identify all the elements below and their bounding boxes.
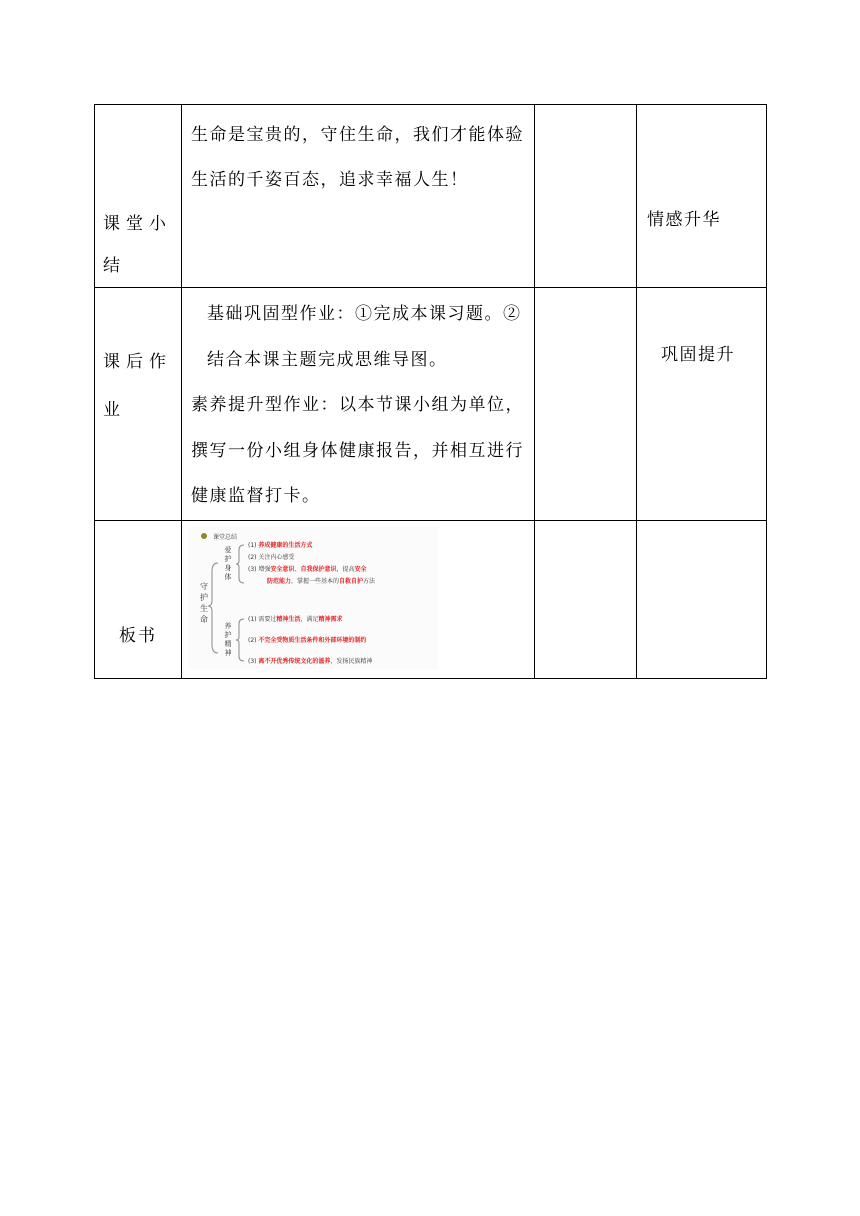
row-label: 课堂小结 xyxy=(103,214,172,276)
board-item: (2) 关注内心感受 xyxy=(248,553,295,561)
goal-text xyxy=(637,521,766,619)
homework-advanced: 素养提升型作业：以本节课小组为单位，撰写一份小组身体健康报告，并相互进行健康监督打卡。 xyxy=(191,395,524,506)
branch-char: 身 xyxy=(224,563,232,572)
root-char: 护 xyxy=(200,592,208,602)
root-char: 命 xyxy=(200,614,208,624)
label-cell xyxy=(95,105,182,288)
row-homework xyxy=(95,288,767,521)
branch-char: 护 xyxy=(224,630,232,639)
row-label: 课后作业 xyxy=(103,352,172,420)
root-char: 生 xyxy=(200,603,208,613)
board-item: (1) 需要过精神生活，满足精神需求 xyxy=(248,615,343,623)
goal-text: 巩固提升 xyxy=(661,345,735,365)
row-class-summary xyxy=(95,105,767,288)
goal-cell xyxy=(637,288,767,521)
row-blackboard xyxy=(95,520,767,678)
board-item: 防范能力，掌握一些基本的自救自护方法 xyxy=(267,577,376,585)
bullet-icon xyxy=(201,533,207,539)
goal-cell xyxy=(637,105,767,288)
branch-char: 爱 xyxy=(224,545,232,554)
label-cell xyxy=(95,288,182,521)
board-cell xyxy=(182,520,535,678)
board-item: (1) 养成健康的生活方式 xyxy=(248,541,313,549)
board-item: (2) 不完全受物质生活条件和外部环境的制约 xyxy=(248,636,367,644)
lesson-plan-table xyxy=(94,104,767,679)
content-cell xyxy=(182,105,535,288)
empty-cell xyxy=(535,520,637,678)
content-cell xyxy=(182,288,535,521)
board-header: 课堂总结 xyxy=(213,533,238,541)
board-item: (3) 离不开优秀传统文化的滋养，发扬民族精神 xyxy=(248,657,373,665)
branch-char: 神 xyxy=(224,648,232,657)
empty-cell xyxy=(535,105,637,288)
homework-basic: 基础巩固型作业：①完成本课习题。②结合本课主题完成思维导图。 xyxy=(207,304,522,370)
empty-cell xyxy=(535,288,637,521)
blackboard-mindmap xyxy=(188,527,438,669)
root-char: 守 xyxy=(200,581,208,591)
branch-char: 护 xyxy=(224,554,232,563)
goal-text: 情感升华 xyxy=(647,210,721,230)
goal-cell xyxy=(637,520,767,678)
branch-char: 精 xyxy=(224,639,232,648)
branch-char: 体 xyxy=(224,572,232,581)
row-label: 板书 xyxy=(119,625,157,646)
label-cell xyxy=(95,520,182,678)
branch-char: 养 xyxy=(224,621,232,630)
summary-text: 生命是宝贵的，守住生命，我们才能体验生活的千姿百态，追求幸福人生！ xyxy=(191,125,524,190)
board-item: (3) 增强安全意识、自我保护意识，提高安全 xyxy=(248,565,367,573)
